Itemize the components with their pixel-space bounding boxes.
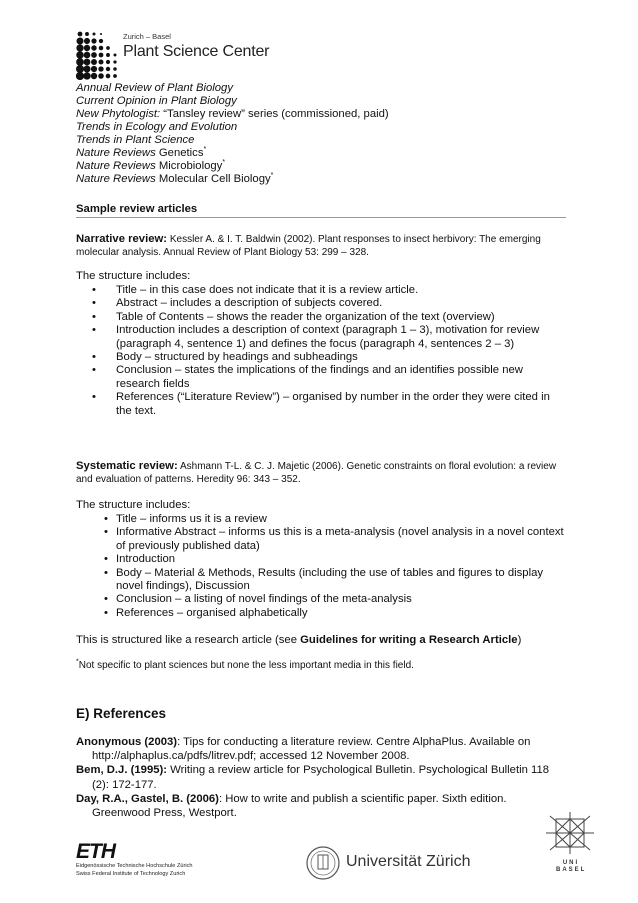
journal-list <box>76 82 566 186</box>
references-list <box>76 735 566 820</box>
unibas-star-icon <box>538 808 602 858</box>
eth-logo <box>76 842 193 878</box>
list-item: • Conclusion – a listing of novel findings of the meta-analysis <box>104 593 412 606</box>
systematic-review-citation: Systematic review: Ashmann T-L. & C. J. Majetic (2006). Genetic constraints on floral evolution: a review and evaluation of patterns. Heredity 96: 343 – 352. <box>76 460 557 485</box>
unibas-logo <box>538 808 602 888</box>
footnote: *Not specific to plant sciences but none the less important media in this field. <box>76 658 414 671</box>
journal-item: Nature Reviews Microbiology* <box>76 159 226 172</box>
list-item: • Abstract – includes a description of subjects covered. <box>92 297 383 310</box>
list-item: • Table of Contents – shows the reader the organization of the text (overview) <box>92 310 495 323</box>
uzh-name: Universität Zürich <box>346 853 471 870</box>
list-item: • Informative Abstract – informs us this is a meta-analysis (novel analysis in a novel context of previously published data) <box>104 526 564 552</box>
list-item: • References – organised alphabetically <box>104 606 308 619</box>
eth-line-2: Swiss Federal Institute of Technology Zurich <box>76 871 186 877</box>
logo-title: Plant Science Center <box>123 43 270 60</box>
structure-title: The structure includes: <box>76 270 191 282</box>
list-item: • Body – Material & Methods, Results (including the use of tables and figures to display novel findings), Discussion <box>104 566 544 593</box>
list-item: • Introduction includes a description of context (paragraph 1 – 3), motivation for review (paragraph 4, sentence 1) and defines the focus (paragraph 4, sentences 2 – 3) <box>92 324 540 350</box>
list-item: • Title – informs us it is a review <box>104 513 267 525</box>
structure-title: The structure includes: <box>76 499 191 511</box>
list-item: • Introduction <box>104 553 176 566</box>
eth-line-1: Eidgenössische Technische Hochschule Zürich <box>76 863 193 869</box>
eth-wordmark: ETH <box>76 840 115 863</box>
systematic-structure-list <box>76 513 566 620</box>
journal-item: Trends in Plant Science <box>76 134 195 146</box>
list-item: • Conclusion – states the implications of the findings and an identifies possible new research fields <box>92 364 523 390</box>
list-item: • Title – in this case does not indicate that it is a review article. <box>92 284 419 296</box>
reference-item: Bem, D.J. (1995): Writing a review article for Psychological Bulletin. Psychological Bulletin 118 (2): 172-177. <box>76 764 550 791</box>
journal-item: Annual Review of Plant Biology <box>76 82 233 94</box>
journal-item: Trends in Ecology and Evolution <box>76 121 238 133</box>
journal-item: New Phytologist: “Tansley review” series (commissioned, paid) <box>76 108 389 120</box>
list-item: • Body – structured by headings and subheadings <box>92 351 358 364</box>
structured-like-text: This is structured like a research article (see Guidelines for writing a Research Article) <box>76 634 522 646</box>
narrative-structure-list <box>76 284 566 418</box>
uzh-logo <box>306 843 496 883</box>
divider <box>76 217 566 218</box>
journal-item: Current Opinion in Plant Biology <box>76 95 237 107</box>
narrative-review-citation: Narrative review: Kessler A. & I. T. Baldwin (2002). Plant responses to insect herbivory: The emerging molecular analysis. Annual Review of Plant Biology 53: 299 – 328. <box>76 233 541 258</box>
list-item: • References (“Literature Review”) – organised by number in the order they were cited in the text. <box>92 391 550 417</box>
logo-subtitle: Zurich – Basel <box>123 32 171 41</box>
reference-item: Anonymous (2003): Tips for conducting a literature review. Centre AlphaPlus. Available on http://alphaplus.ca/pdfs/litrev.pdf; accessed 12 November 2008. <box>76 736 531 763</box>
unibas-name: UNI BASEL <box>556 860 587 873</box>
references-heading: E) References <box>76 706 167 721</box>
reference-item: Day, R.A., Gastel, B. (2006): How to write and publish a scientific paper. Sixth edition. Greenwood Press, Westport. <box>76 792 507 820</box>
section-heading: Sample review articles <box>76 203 198 215</box>
guidelines-link-text: Guidelines for writing a Research Article <box>300 634 518 646</box>
psc-dots-icon <box>76 30 120 80</box>
uzh-seal-icon <box>306 843 340 883</box>
journal-item: Nature Reviews Molecular Cell Biology* <box>76 172 274 185</box>
psc-logo <box>76 30 306 82</box>
journal-item: Nature Reviews Genetics* <box>76 146 207 159</box>
